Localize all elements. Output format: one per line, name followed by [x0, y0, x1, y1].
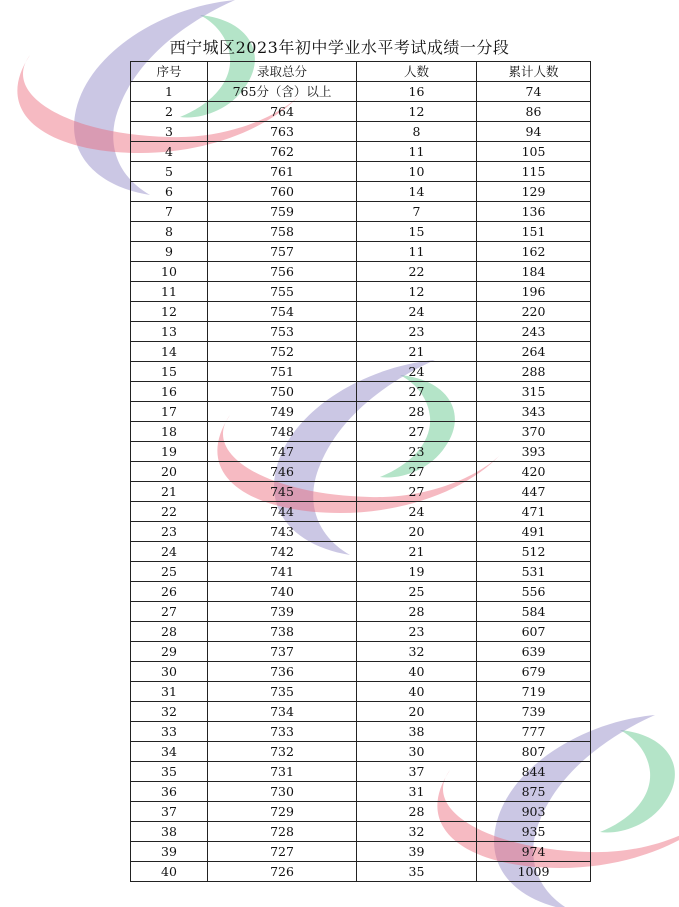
- cell-count: 12: [357, 102, 477, 122]
- cell-count: 27: [357, 382, 477, 402]
- table-row: [131, 102, 591, 122]
- cell-cumulative: 935: [477, 822, 591, 842]
- cell-count: 28: [357, 402, 477, 422]
- table-row: [131, 562, 591, 582]
- cell-index: 36: [131, 782, 208, 802]
- cell-cumulative: 220: [477, 302, 591, 322]
- cell-cumulative: 531: [477, 562, 591, 582]
- cell-cumulative: 491: [477, 522, 591, 542]
- cell-index: 25: [131, 562, 208, 582]
- cell-count: 23: [357, 442, 477, 462]
- cell-cumulative: 264: [477, 342, 591, 362]
- cell-index: 39: [131, 842, 208, 862]
- table-row: [131, 642, 591, 662]
- cell-count: 24: [357, 302, 477, 322]
- cell-score: 726: [208, 862, 357, 882]
- cell-score: 733: [208, 722, 357, 742]
- cell-index: 24: [131, 542, 208, 562]
- cell-score: 758: [208, 222, 357, 242]
- cell-score: 740: [208, 582, 357, 602]
- cell-cumulative: 105: [477, 142, 591, 162]
- cell-cumulative: 393: [477, 442, 591, 462]
- cell-score: 764: [208, 102, 357, 122]
- cell-index: 11: [131, 282, 208, 302]
- table-row: [131, 682, 591, 702]
- cell-cumulative: 184: [477, 262, 591, 282]
- cell-index: 5: [131, 162, 208, 182]
- cell-count: 22: [357, 262, 477, 282]
- table-row: [131, 802, 591, 822]
- table-row: [131, 742, 591, 762]
- cell-cumulative: 288: [477, 362, 591, 382]
- table-row: [131, 822, 591, 842]
- cell-cumulative: 679: [477, 662, 591, 682]
- cell-index: 30: [131, 662, 208, 682]
- cell-index: 20: [131, 462, 208, 482]
- cell-cumulative: 607: [477, 622, 591, 642]
- cell-count: 24: [357, 502, 477, 522]
- cell-cumulative: 370: [477, 422, 591, 442]
- cell-score: 757: [208, 242, 357, 262]
- header-cumulative: 累计人数: [477, 62, 591, 82]
- cell-count: 27: [357, 422, 477, 442]
- cell-index: 2: [131, 102, 208, 122]
- cell-cumulative: 807: [477, 742, 591, 762]
- cell-count: 31: [357, 782, 477, 802]
- cell-index: 40: [131, 862, 208, 882]
- cell-count: 23: [357, 322, 477, 342]
- cell-index: 22: [131, 502, 208, 522]
- table-row: [131, 762, 591, 782]
- cell-cumulative: 243: [477, 322, 591, 342]
- cell-count: 15: [357, 222, 477, 242]
- cell-index: 3: [131, 122, 208, 142]
- cell-index: 8: [131, 222, 208, 242]
- cell-score: 739: [208, 602, 357, 622]
- table-row: [131, 702, 591, 722]
- table-row: [131, 302, 591, 322]
- cell-index: 23: [131, 522, 208, 542]
- header-index: 序号: [131, 62, 208, 82]
- cell-score: 748: [208, 422, 357, 442]
- cell-score: 738: [208, 622, 357, 642]
- cell-score: 756: [208, 262, 357, 282]
- cell-score: 749: [208, 402, 357, 422]
- cell-count: 32: [357, 822, 477, 842]
- header-count: 人数: [357, 62, 477, 82]
- cell-cumulative: 447: [477, 482, 591, 502]
- cell-score: 755: [208, 282, 357, 302]
- cell-score: 753: [208, 322, 357, 342]
- cell-score: 765分（含）以上: [208, 82, 357, 102]
- cell-cumulative: 719: [477, 682, 591, 702]
- cell-count: 8: [357, 122, 477, 142]
- cell-index: 32: [131, 702, 208, 722]
- cell-index: 37: [131, 802, 208, 822]
- score-table: [130, 61, 591, 882]
- cell-cumulative: 903: [477, 802, 591, 822]
- table-row: [131, 182, 591, 202]
- table-row: [131, 722, 591, 742]
- cell-count: 30: [357, 742, 477, 762]
- cell-count: 12: [357, 282, 477, 302]
- cell-cumulative: 556: [477, 582, 591, 602]
- cell-cumulative: 343: [477, 402, 591, 422]
- cell-cumulative: 136: [477, 202, 591, 222]
- table-row: [131, 322, 591, 342]
- cell-cumulative: 639: [477, 642, 591, 662]
- cell-count: 28: [357, 802, 477, 822]
- cell-cumulative: 196: [477, 282, 591, 302]
- table-row: [131, 82, 591, 102]
- cell-index: 31: [131, 682, 208, 702]
- table-row: [131, 362, 591, 382]
- cell-count: 27: [357, 482, 477, 502]
- cell-score: 742: [208, 542, 357, 562]
- cell-score: 745: [208, 482, 357, 502]
- table-header-row: [131, 62, 591, 82]
- cell-index: 4: [131, 142, 208, 162]
- table-row: [131, 842, 591, 862]
- cell-count: 27: [357, 462, 477, 482]
- table-row: [131, 462, 591, 482]
- table-row: [131, 402, 591, 422]
- cell-index: 18: [131, 422, 208, 442]
- cell-score: 759: [208, 202, 357, 222]
- table-row: [131, 222, 591, 242]
- cell-count: 28: [357, 602, 477, 622]
- cell-index: 14: [131, 342, 208, 362]
- cell-index: 16: [131, 382, 208, 402]
- cell-score: 734: [208, 702, 357, 722]
- cell-count: 19: [357, 562, 477, 582]
- cell-index: 28: [131, 622, 208, 642]
- cell-index: 12: [131, 302, 208, 322]
- cell-count: 21: [357, 542, 477, 562]
- cell-index: 9: [131, 242, 208, 262]
- cell-score: 735: [208, 682, 357, 702]
- cell-index: 15: [131, 362, 208, 382]
- cell-index: 38: [131, 822, 208, 842]
- cell-index: 26: [131, 582, 208, 602]
- table-row: [131, 522, 591, 542]
- table-row: [131, 602, 591, 622]
- table-row: [131, 342, 591, 362]
- cell-cumulative: 584: [477, 602, 591, 622]
- cell-index: 29: [131, 642, 208, 662]
- cell-score: 741: [208, 562, 357, 582]
- cell-cumulative: 115: [477, 162, 591, 182]
- table-row: [131, 662, 591, 682]
- header-score: 录取总分: [208, 62, 357, 82]
- cell-cumulative: 74: [477, 82, 591, 102]
- table-row: [131, 422, 591, 442]
- cell-cumulative: 777: [477, 722, 591, 742]
- cell-score: 754: [208, 302, 357, 322]
- table-row: [131, 502, 591, 522]
- cell-index: 19: [131, 442, 208, 462]
- table-row: [131, 782, 591, 802]
- cell-cumulative: 151: [477, 222, 591, 242]
- page-title: 西宁城区2023年初中学业水平考试成绩一分段: [169, 38, 510, 57]
- cell-cumulative: 94: [477, 122, 591, 142]
- cell-cumulative: 86: [477, 102, 591, 122]
- cell-count: 11: [357, 242, 477, 262]
- cell-score: 728: [208, 822, 357, 842]
- cell-cumulative: 844: [477, 762, 591, 782]
- cell-index: 1: [131, 82, 208, 102]
- cell-score: 762: [208, 142, 357, 162]
- cell-score: 751: [208, 362, 357, 382]
- table-body: [131, 82, 591, 882]
- cell-score: 736: [208, 662, 357, 682]
- cell-score: 729: [208, 802, 357, 822]
- cell-cumulative: 129: [477, 182, 591, 202]
- cell-count: 20: [357, 522, 477, 542]
- table-row: [131, 482, 591, 502]
- cell-score: 747: [208, 442, 357, 462]
- table-row: [131, 202, 591, 222]
- cell-count: 10: [357, 162, 477, 182]
- cell-count: 37: [357, 762, 477, 782]
- table-row: [131, 542, 591, 562]
- cell-cumulative: 420: [477, 462, 591, 482]
- cell-index: 17: [131, 402, 208, 422]
- cell-count: 35: [357, 862, 477, 882]
- table-row: [131, 862, 591, 882]
- table-row: [131, 262, 591, 282]
- cell-count: 32: [357, 642, 477, 662]
- cell-count: 7: [357, 202, 477, 222]
- cell-count: 40: [357, 662, 477, 682]
- cell-score: 746: [208, 462, 357, 482]
- cell-count: 21: [357, 342, 477, 362]
- cell-index: 35: [131, 762, 208, 782]
- cell-cumulative: 162: [477, 242, 591, 262]
- cell-cumulative: 875: [477, 782, 591, 802]
- cell-cumulative: 1009: [477, 862, 591, 882]
- cell-count: 14: [357, 182, 477, 202]
- cell-index: 33: [131, 722, 208, 742]
- cell-count: 20: [357, 702, 477, 722]
- cell-count: 11: [357, 142, 477, 162]
- cell-index: 7: [131, 202, 208, 222]
- cell-count: 24: [357, 362, 477, 382]
- cell-score: 732: [208, 742, 357, 762]
- table-row: [131, 382, 591, 402]
- cell-index: 13: [131, 322, 208, 342]
- cell-score: 743: [208, 522, 357, 542]
- table-row: [131, 442, 591, 462]
- table-row: [131, 122, 591, 142]
- cell-score: 731: [208, 762, 357, 782]
- cell-index: 10: [131, 262, 208, 282]
- table-row: [131, 242, 591, 262]
- cell-cumulative: 512: [477, 542, 591, 562]
- cell-count: 16: [357, 82, 477, 102]
- table-row: [131, 162, 591, 182]
- cell-score: 760: [208, 182, 357, 202]
- cell-count: 25: [357, 582, 477, 602]
- table-row: [131, 282, 591, 302]
- table-row: [131, 622, 591, 642]
- cell-index: 27: [131, 602, 208, 622]
- table-row: [131, 142, 591, 162]
- cell-index: 34: [131, 742, 208, 762]
- cell-score: 744: [208, 502, 357, 522]
- cell-cumulative: 315: [477, 382, 591, 402]
- cell-index: 6: [131, 182, 208, 202]
- cell-score: 750: [208, 382, 357, 402]
- cell-count: 38: [357, 722, 477, 742]
- cell-cumulative: 974: [477, 842, 591, 862]
- cell-cumulative: 739: [477, 702, 591, 722]
- cell-score: 763: [208, 122, 357, 142]
- cell-count: 39: [357, 842, 477, 862]
- cell-count: 40: [357, 682, 477, 702]
- cell-count: 23: [357, 622, 477, 642]
- cell-score: 761: [208, 162, 357, 182]
- cell-score: 752: [208, 342, 357, 362]
- cell-score: 727: [208, 842, 357, 862]
- cell-cumulative: 471: [477, 502, 591, 522]
- cell-index: 21: [131, 482, 208, 502]
- table-row: [131, 582, 591, 602]
- cell-score: 730: [208, 782, 357, 802]
- cell-score: 737: [208, 642, 357, 662]
